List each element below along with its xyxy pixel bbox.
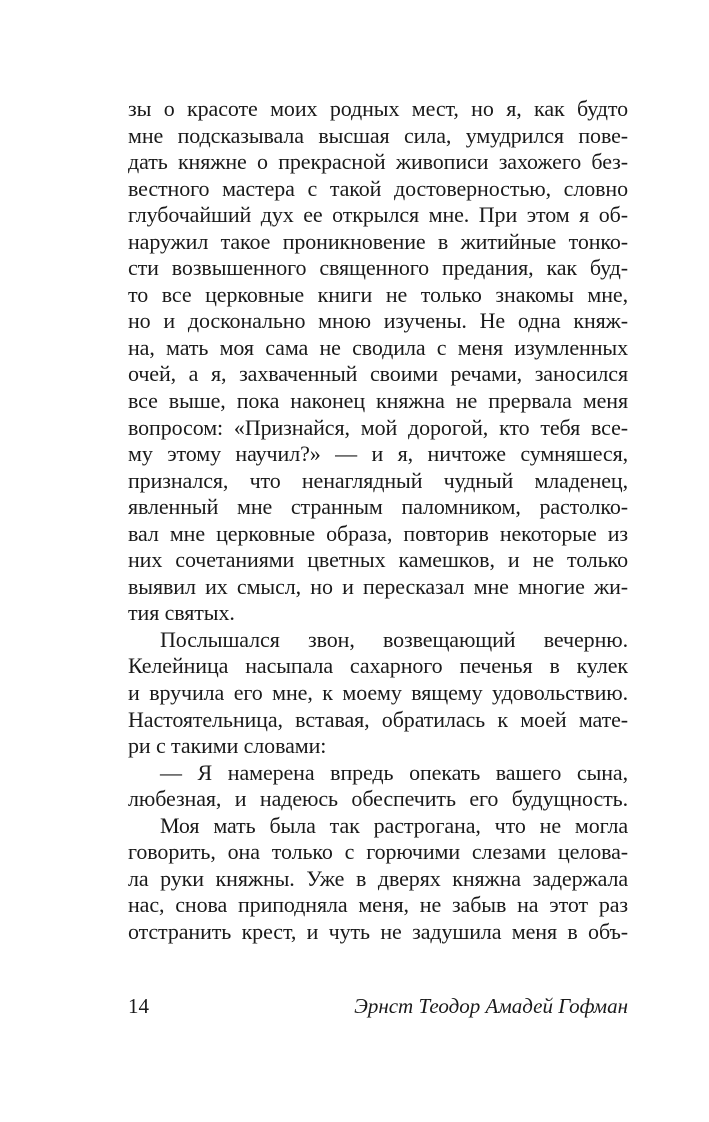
text-line: Настоятельница, вставая, обратилась к моей мате- xyxy=(128,706,628,732)
text-line: му этому научил?» — и я, ничтоже сумняшеся, xyxy=(128,441,628,467)
text-line: вестного мастера с такой достоверностью, словно xyxy=(128,175,628,201)
text-line: них сочетаниями цветных камешков, и не только xyxy=(128,547,628,573)
page-number: 14 xyxy=(128,994,149,1018)
text-line: глубочайший дух ее открылся мне. При этом я об- xyxy=(128,202,628,228)
body-text xyxy=(128,96,628,946)
text-line: — Я намерена впредь опекать вашего сына, xyxy=(160,759,628,785)
text-line: мне подсказывала высшая сила, умудрился пове- xyxy=(128,122,628,148)
text-line: зы о красоте моих родных мест, но я, как будто xyxy=(128,96,628,121)
text-line: говорить, она только с горючими слезами целова- xyxy=(128,839,628,865)
text-line: Моя мать была так растрогана, что не могла xyxy=(160,812,628,838)
text-line: вал мне церковные образа, повторив некоторые из xyxy=(128,520,628,546)
text-line: Послышался звон, возвещающий вечерню. xyxy=(160,626,628,652)
text-line: сти возвышенного священного предания, как буд- xyxy=(128,255,628,281)
text-line: то все церковные книги не только знакомы мне, xyxy=(128,281,628,307)
text-line: но и досконально мною изучены. Не одна княж- xyxy=(128,308,628,334)
text-line: очей, а я, захваченный своими речами, заносился xyxy=(128,361,628,387)
text-line: вопросом: «Признайся, мой дорогой, кто тебя все- xyxy=(128,414,628,440)
text-line: ри с такими словами: xyxy=(128,733,327,759)
running-title: Эрнст Теодор Амадей Гофман xyxy=(354,994,628,1018)
text-line: дать княжне о прекрасной живописи захожего без- xyxy=(128,149,628,175)
text-line: Келейница насыпала сахарного печенья в кулек xyxy=(128,653,628,679)
text-line: все выше, пока наконец княжна не прервала меня xyxy=(128,388,628,414)
text-line: ла руки княжны. Уже в дверях княжна задержала xyxy=(128,865,628,891)
text-line: нас, снова приподняла меня, не забыв на этот раз xyxy=(128,892,628,918)
text-line: признался, что ненаглядный чудный младенец, xyxy=(128,467,628,493)
text-line: тия святых. xyxy=(128,600,235,626)
text-line: любезная, и надеюсь обеспечить его будущность. xyxy=(128,786,628,812)
text-line: выявил их смысл, но и пересказал мне многие жи- xyxy=(128,573,628,599)
text-line: наружил такое проникновение в житийные тонко- xyxy=(128,228,628,254)
text-line: и вручила его мне, к моему вящему удовольствию. xyxy=(128,680,628,706)
text-line: отстранить крест, и чуть не задушила меня в объ- xyxy=(128,918,628,944)
page-footer xyxy=(128,994,628,1022)
text-line: явленный мне странным паломником, растолко- xyxy=(128,494,628,520)
text-line: на, мать моя сама не сводила с меня изумленных xyxy=(128,334,628,360)
